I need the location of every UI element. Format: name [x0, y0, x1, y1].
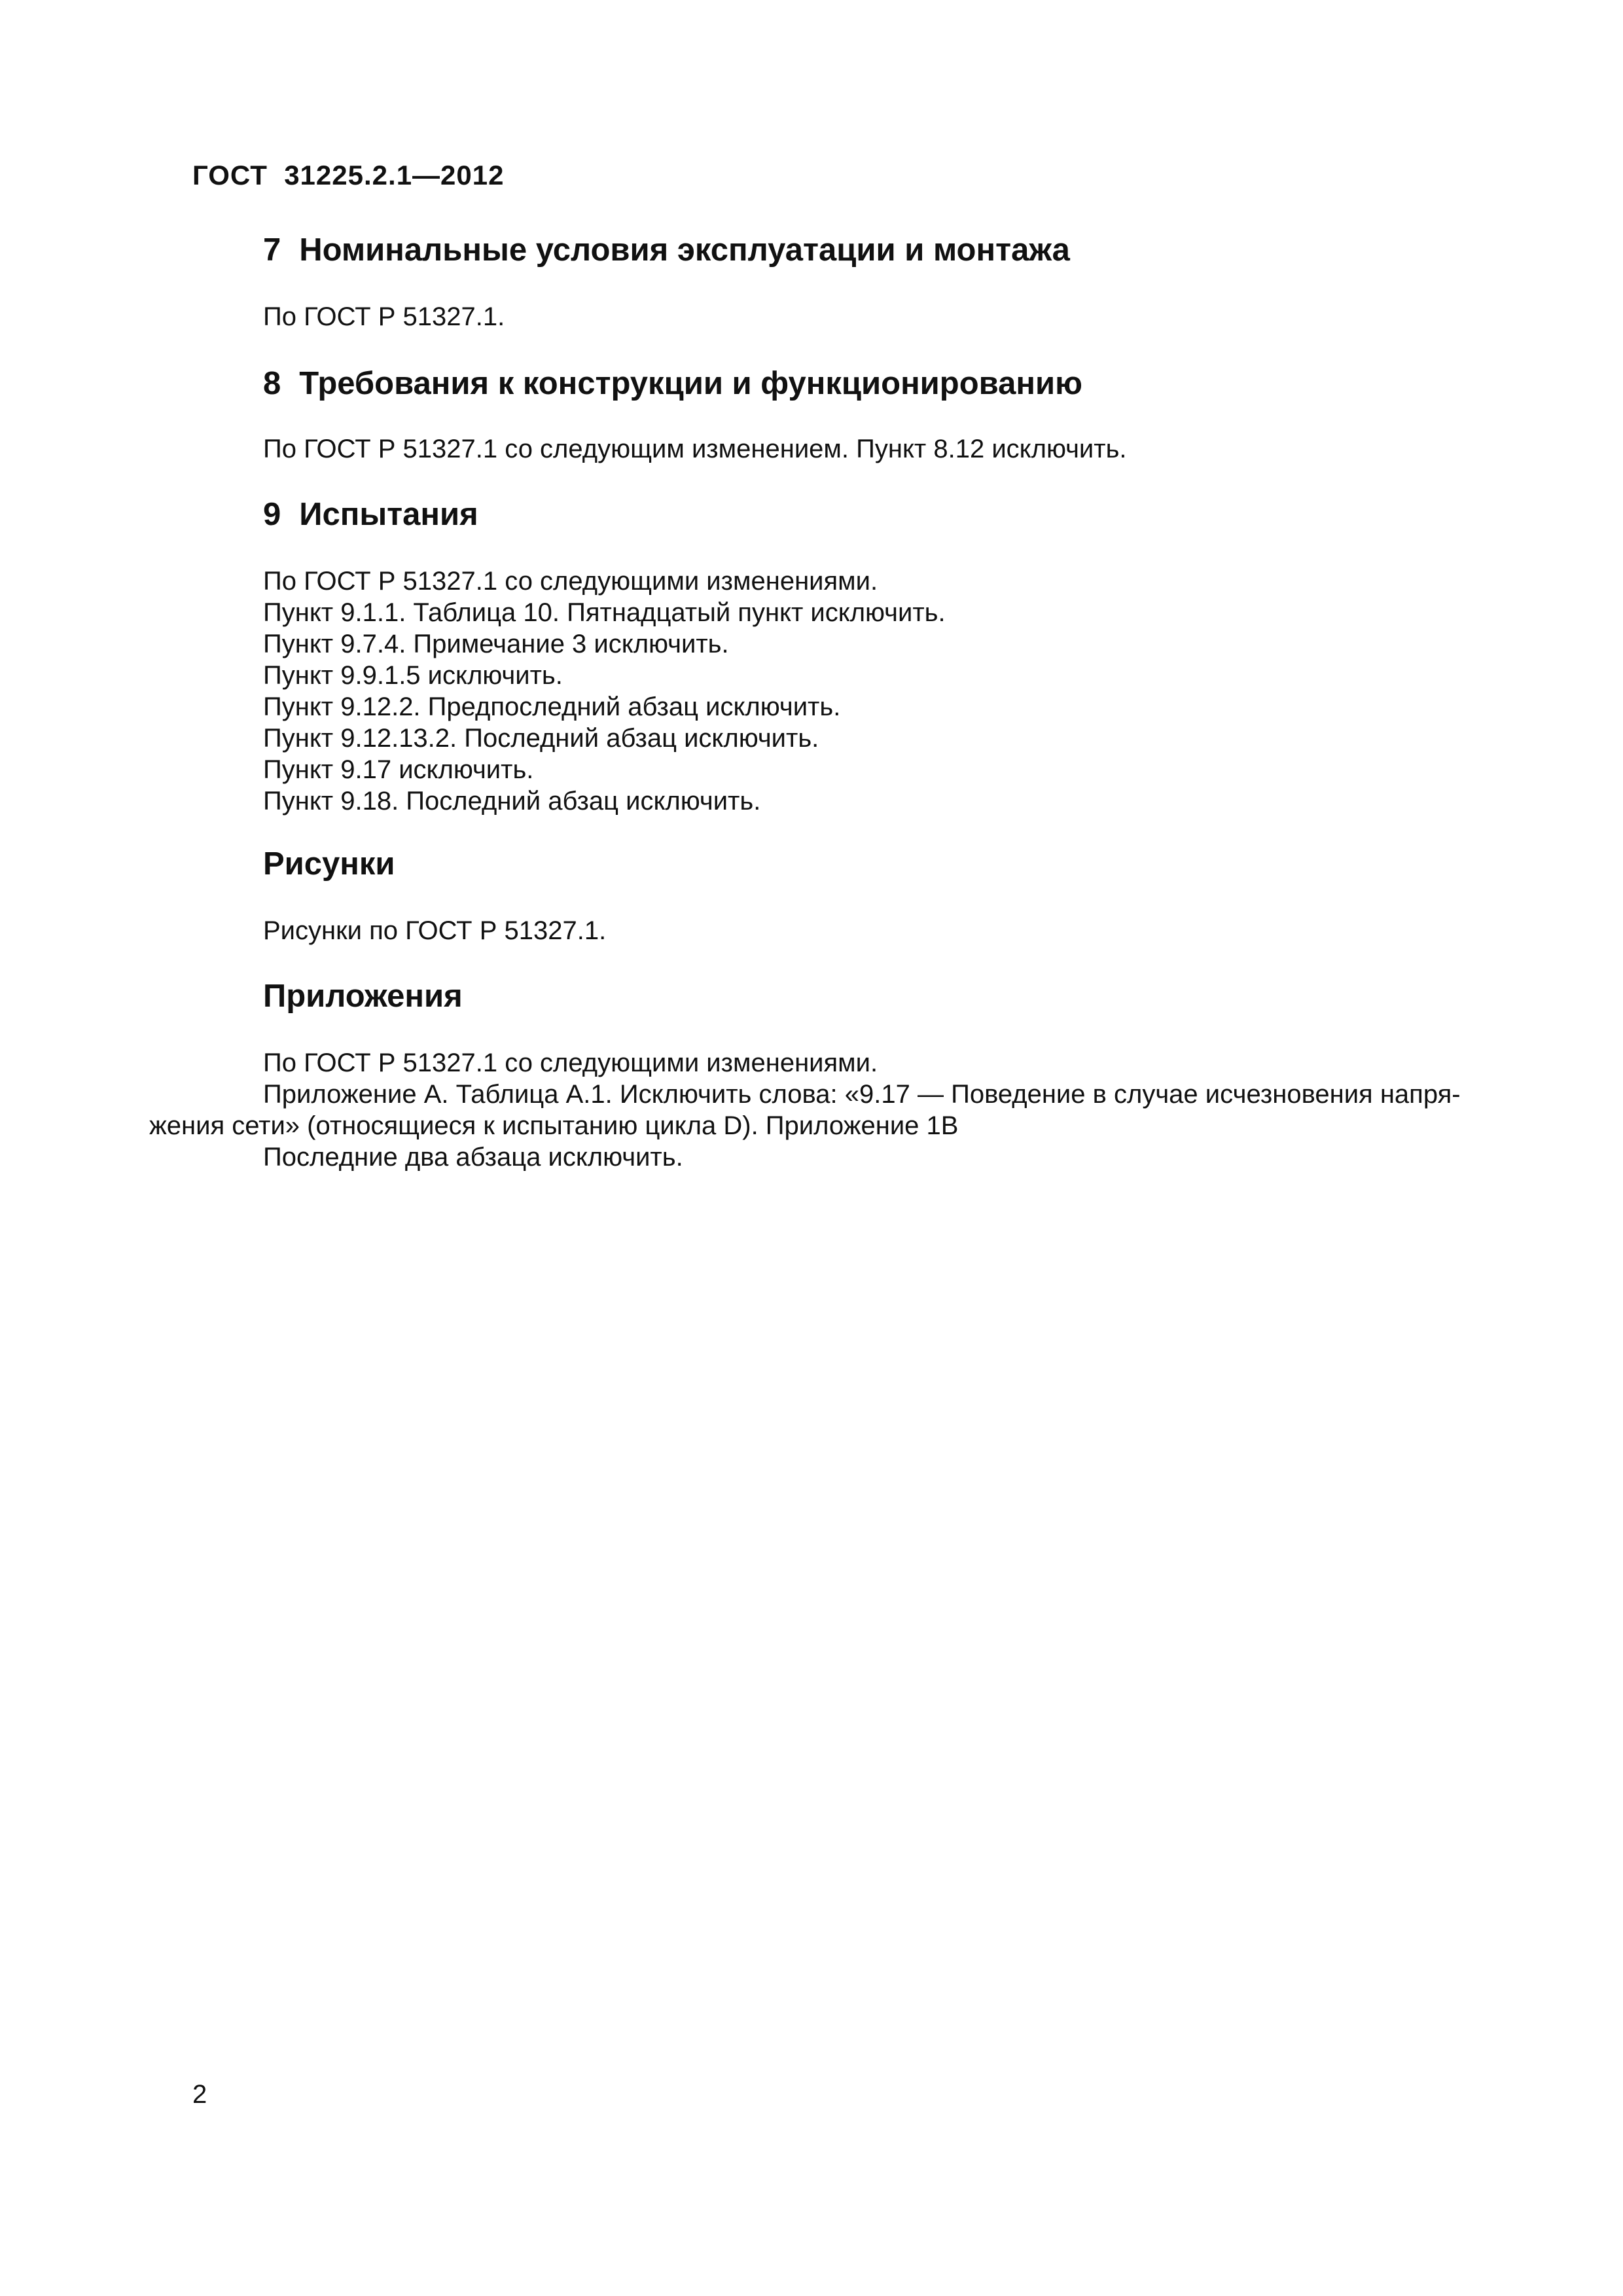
section-heading [263, 230, 1520, 270]
section-number: 7 [263, 232, 281, 268]
section-title: Испытания [299, 497, 478, 532]
section-number: 8 [263, 366, 281, 401]
appendices-heading: Приложения [263, 978, 463, 1014]
paragraph: По ГОСТ Р 51327.1 со следующими изменениями. [263, 567, 878, 596]
paragraph: По ГОСТ Р 51327.1 со следующими изменениями. [263, 1049, 878, 1077]
section-7-body [263, 301, 1520, 332]
section-7 [263, 230, 1520, 270]
section-title: Номинальные условия эксплуатации и монтажа [299, 232, 1070, 268]
paragraph: Пункт 9.7.4. Примечание 3 исключить. [263, 630, 729, 658]
section-number: 9 [263, 497, 281, 532]
section-heading [263, 495, 1520, 534]
standard-code-header: ГОСТ 31225.2.1—2012 [192, 160, 505, 190]
paragraph: По ГОСТ Р 51327.1. [263, 302, 505, 331]
paragraph: Приложение А. Таблица А.1. Исключить слова: «9.17 — Поведение в случае исчезновения напря- [263, 1080, 1461, 1109]
paragraph: Рисунки по ГОСТ Р 51327.1. [263, 916, 607, 945]
paragraph: Последние два абзаца исключить. [263, 1143, 683, 1172]
paragraph: По ГОСТ Р 51327.1 со следующим изменением. Пункт 8.12 исключить. [263, 435, 1127, 463]
figures-section [263, 844, 1520, 884]
paragraph: Пункт 9.1.1. Таблица 10. Пятнадцатый пункт исключить. [263, 598, 946, 627]
paragraph: жения сети» (относящиеся к испытанию цикла D). Приложение 1В [149, 1111, 959, 1140]
section-title: Требования к конструкции и функционированию [299, 366, 1082, 401]
paragraph: Пункт 9.12.13.2. Последний абзац исключить. [263, 724, 819, 753]
paragraph: Пункт 9.18. Последний абзац исключить. [263, 787, 761, 816]
figures-body [263, 915, 1520, 946]
appendices-body [149, 1047, 1524, 1173]
section-9-body [263, 565, 1520, 817]
paragraph: Пункт 9.17 исключить. [263, 755, 534, 784]
appendices-section [263, 977, 1520, 1016]
figures-heading: Рисунки [263, 846, 395, 882]
page-number: 2 [192, 2080, 207, 2109]
section-8-body [263, 433, 1520, 465]
paragraph: Пункт 9.9.1.5 исключить. [263, 661, 563, 690]
paragraph: Пункт 9.12.2. Предпоследний абзац исключить. [263, 692, 841, 721]
section-9 [263, 495, 1520, 534]
section-8 [263, 364, 1520, 403]
section-heading [263, 364, 1520, 403]
